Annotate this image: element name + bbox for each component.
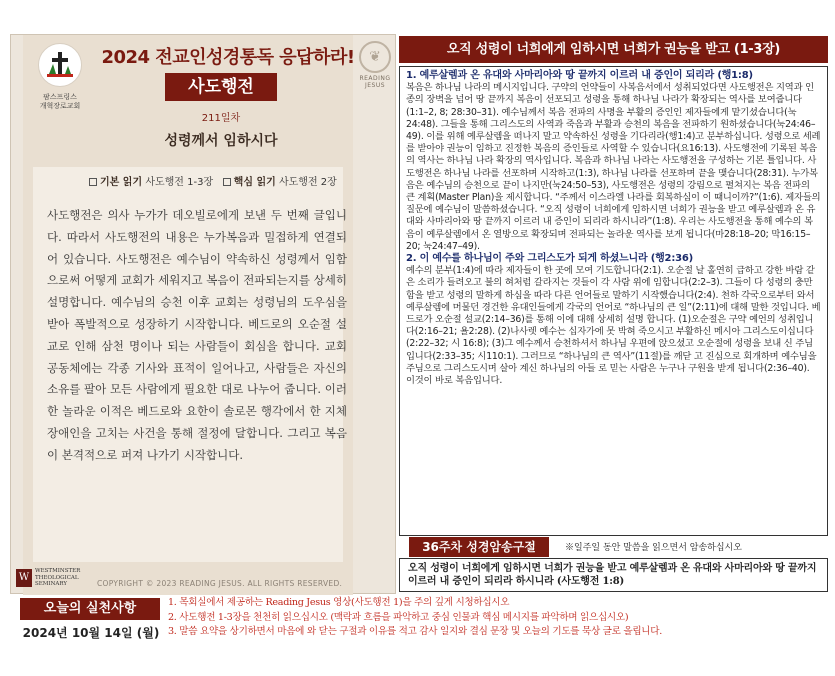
copyright: COPYRIGHT © 2023 READING JESUS. ALL RIGHTS RESERVED. <box>97 579 343 588</box>
practice-date: 2024년 10월 14일 (월) <box>22 626 160 640</box>
reading-assignment: 기본 읽기 사도행전 1-3장 핵심 읽기 사도행전 2장 <box>89 173 339 188</box>
memory-verse-title: 36주차 성경암송구절 <box>409 537 549 557</box>
list-item: 2. 사도행전 1-3장을 천천히 읽으십시오 (맥락과 흐름을 파악하고 중심 인물과 핵심 메시지를 파악하며 읽으십시오) <box>168 611 629 623</box>
cross-icon <box>43 48 77 82</box>
section1-heading: 1. 예루살렘과 온 유대와 사마리아와 땅 끝까지 이르러 내 증인이 되리라 (행1:8) <box>406 70 753 81</box>
checkbox-icon <box>89 178 97 186</box>
memory-verse-note: ※일주일 동안 말씀을 읽으면서 암송하십시오 <box>565 543 742 553</box>
list-item: 1. 목회실에서 제공하는 Reading Jesus 영상(사도행전 1)을 주의 깊게 시청하십시오 <box>168 597 510 608</box>
practice-title: 오늘의 실천사항 <box>20 598 160 620</box>
section2-body: 예수의 분부(1:4)에 따라 제자들이 한 곳에 모여 기도합니다(2:1). 오순절 날 홀연히 급하고 강한 바람 같은 소리가 들려오고 불의 혀처럼 갈라지는 것들이 각 사람 위에 임합니다(2:2–3). 그들이 다 성령의 충만함을 받고 성령의 말하게 하심을 따라 다른 언어들로 말하기 시작했습니다(2:4). 천하 각국으로부터 와서 예루살렘에 머물던 경건한 유대인들에게 각국의 언어로 “하나님의 큰 일”(2:11)에 대해 말한 것입니다. 베드로가 오순절 설교(2:14–36)를 통해 이에 대해 상세히 설명 합니다. (1)오순절은 구약 예언의 성취입니다(2:16–21; 욜2:28). (2)나사렛 예수는 십자가에 못 박혀 죽으시고 부활하신 메시아 그리스도이십니다(2:22–32; 시 16:8); (3)그 예수께서 승천하셔서 하나님 우편에 앉으셨고 오순절에 성령을 보내 신 주님입니다(2:33–35; 시110:1). 그러므로 “하나님의 큰 역사”(11절)를 깨닫 고 진심으로 회개하며 예수님을 주님으로 그리스도시며 살아 계신 하나님의 아들 로 믿는 사람은 누구나 구원을 받게 됩니다(2:36–40). 이것이 바로 복음입니다. <box>406 265 821 387</box>
book-icon: ❦ <box>359 41 391 73</box>
reading-jesus-logo: ❦ READING JESUS <box>355 37 395 101</box>
program-title: 2024 전교인성경통독 응답하라! <box>101 47 355 68</box>
list-item: 3. 말씀 요약을 상기하면서 마음에 와 닫는 구절과 이유를 적고 감사 일지와 결심 문장 및 오늘의 기도를 묵상 글로 올립니다. <box>168 626 662 637</box>
summary-panel <box>10 34 396 594</box>
church-logo <box>38 43 82 87</box>
day-count: 211일차 <box>201 113 241 124</box>
practice-list <box>168 596 828 640</box>
lesson-title: 성령께서 임하시다 <box>164 133 278 149</box>
book-title: 사도행전 <box>165 73 277 101</box>
summary-text: 사도행전은 의사 누가가 데오빌로에게 보낸 두 번째 글입니다. 따라서 사도행전의 내용은 누가복음과 밀접하게 연결되어 있습니다. 사도행전은 예수님이 약속하신 성령께서 임함으로써 어떻게 교회가 세워지고 복음이 전파되는지를 상세히 설명합니다. 예수님의 승천 이후 교회는 성령님의 도우심을 받아 폭발적으로 성장하기 시작합니다. 베드로의 오순절 설교로 인해 삼천 명이나 되는 사람들이 회심을 합니다. 교회 공동체에는 각종 기사와 표적이 일어나고, 사람들은 자신의 소유를 팔아 모든 사람에게 필요한 대로 나누어 줍니다. 이러한 놀라운 이적은 베드로와 요한이 솔로몬 행각에서 한 지체장애인을 고치는 사건을 통해 절정에 달합니다. 그리고 복음이 본격적으로 퍼져 나가기 시작합니다. <box>47 208 347 462</box>
commentary-body <box>399 66 828 536</box>
church-name: 팜스프링스 개혁장로교회 <box>39 93 81 110</box>
section1-body: 복음은 하나님 나라의 메시지입니다. 구약의 언약들이 사복음서에서 성취되었다면 사도행전은 지역과 인종의 장벽을 넘어 땅 끝까지 복음이 선포되고 성령을 통해 하나님 나라가 확장되는 역사를 보여줍니다(1:1–2, 8; 28:30–31). 예수님께서 복음 전파의 사명을 부활의 증인인 제자들에게 맡기셨습니다(눅24:48). 그들을 통해 그리스도의 사역과 죽음과 부활과 승천의 복음을 전파하기 원하셨습니다(눅24:46–49). 이를 위해 예루살렘을 떠나지 말고 약속하신 성령을 기다리라(행1:4)고 분부하십니다. 성령으로 세례를 받아야 권능이 임하고 진정한 복음의 증인들로 사역할 수 있습니다(요16:13). 사도행전에 기록된 복음의 역사는 하나님 나라 확장의 역사입니다. 복음과 하나님 나라는 사도행전을 구성하는 기본 틀입니다. 사도행전은 하나님 나라를 선포하며 시작하고(1:3), 하나님 나라를 선포하며 끝을 맺습니다(28:31). 누가복음은 예수님의 승천으로 끝이 나지만(눅24:50–53), 사도행전은 성령의 강림으로 펼쳐지는 복음 전파의 큰 계획(Master Plan)을 제시합니다. “주께서 이스라엘 나라를 회복하심이 이 때니이까?”(1:6). 제자들의 질문에 예수님이 말씀하셨습니다. “오직 성령이 너희에게 임하시면 너희가 권능을 받고 예루살렘과 온 유대와 사마리아와 땅 끝까지 이르러 내 증인이 되리라 하시니라”(1:8). 우리는 사도행전을 통해 예수의 복음이 예루살렘에서 온 열방으로 확장되며 전파되는 놀라운 역사를 보게 됩니다(마28:18–20; 막16:15–20; 눅24:47–49). <box>406 82 821 252</box>
seminary-logo: W WESTMINSTER THEOLOGICAL SEMINARY <box>16 565 106 591</box>
seminary-shield-icon: W <box>16 569 32 587</box>
checkbox-icon <box>223 178 231 186</box>
memory-verse: 오직 성령이 너희에게 임하시면 너희가 권능을 받고 예루살렘과 온 유대와 사마리아와 땅 끝까지 이르러 내 증인이 되리라 하시니라 (사도행전 1:8) <box>399 558 828 592</box>
commentary-header: 오직 성령이 너희에게 임하시면 너희가 권능을 받고 (1-3장) <box>399 36 828 63</box>
section2-heading: 2. 이 예수를 하나님이 주와 그리스도가 되게 하셨느니라 (행2:36) <box>406 253 694 265</box>
